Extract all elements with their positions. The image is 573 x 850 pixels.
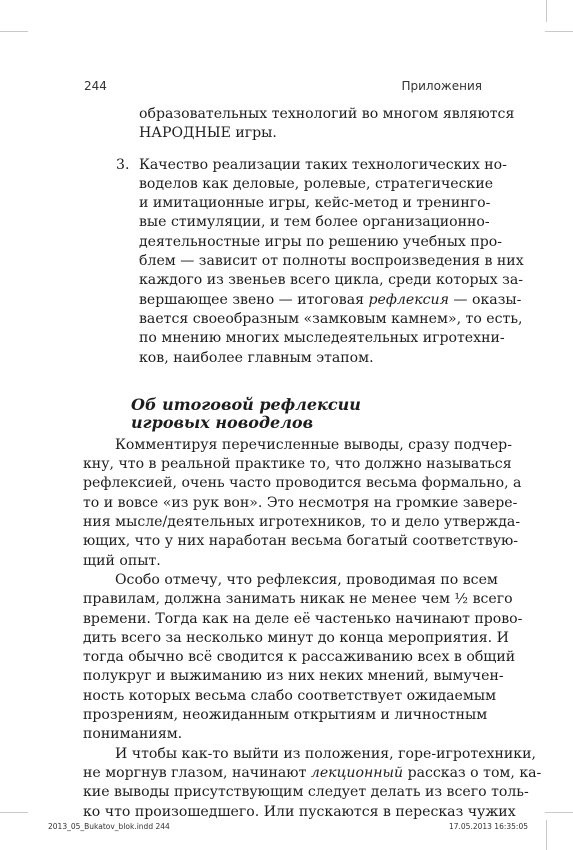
text-line: ющих, что у них наработан весьма богатый соответствую- <box>83 533 519 550</box>
text-line: полукруг и выжиманию из них неких мнений, вымучен- <box>83 668 504 685</box>
text-line: Особо отмечу, что рефлексия, проводимая по всем <box>115 571 498 588</box>
text-fragment: рассказ о том, ка- <box>403 764 542 781</box>
text-fragment: вершающее звено — итоговая <box>139 291 369 308</box>
text-line: блем — зависит от полноты воспроизведения в них <box>139 253 524 270</box>
print-slug <box>48 822 528 836</box>
text-fragment: — оказы- <box>448 291 522 308</box>
text-line: кну, что в реальной практике то, что должно называться <box>83 456 512 473</box>
heading-line: Об итоговой рефлексии <box>131 394 361 414</box>
running-header <box>84 79 482 97</box>
heading-line: игровых новоделов <box>131 412 314 432</box>
crop-mark-bottom-left <box>0 812 28 813</box>
page-number: 244 <box>84 79 107 93</box>
text-line: по мнению многих мыследеятельных игротехни- <box>139 330 505 347</box>
text-line: ния мысле/деятельных игротехников, то и дело утвержда- <box>83 514 521 531</box>
text-line: деятельностные игры по решению учебных про- <box>139 233 503 250</box>
text-line: вается своеобразным «замковым камнем», то есть, <box>139 310 523 327</box>
text-line: и имитационные игры, кейс-метод и тренинго- <box>139 195 491 212</box>
text-line: ков, наиболее главным этапом. <box>139 349 374 366</box>
text-line: И чтобы как-то выйти из положения, горе-игротехники, <box>115 745 536 762</box>
emphasis-term: рефлексия <box>368 291 449 308</box>
text-line: прозрениям, неожиданным открытиям и личностным <box>83 707 488 724</box>
emphasis-term: лекционный <box>310 764 404 781</box>
text-line: вые стимуляции, и тем более организационно- <box>139 214 490 231</box>
text-line: ность которых весьма слабо соответствует ожидаемым <box>83 687 497 704</box>
crop-mark-top-left <box>0 31 28 32</box>
text-line: кие выводы присутствующим следует делать из всего толь- <box>83 784 529 801</box>
text-line: воделов как деловые, ролевые, стратегические <box>139 175 494 192</box>
text-line-with-emphasis <box>83 764 542 783</box>
text-line: НАРОДНЫЕ игры. <box>139 125 277 142</box>
crop-mark-bottom-right <box>545 812 573 813</box>
file-name: 2013_05_Bukatov_blok.indd 244 <box>48 822 170 831</box>
text-line: правилам, должна занимать никак не менее чем ½ всего <box>83 591 513 608</box>
list-item-3 <box>83 156 507 175</box>
section-heading <box>83 396 482 432</box>
text-line: дить всего за несколько минут до конца мероприятия. И <box>83 629 509 646</box>
text-line: рефлексией, очень часто проводится весьма формально, а <box>83 475 522 492</box>
text-line: образовательных технологий во многом являются <box>139 106 515 122</box>
crop-mark-bottom-vertical <box>546 820 547 850</box>
text-line: Комментируя перечисленные выводы, сразу подчер- <box>115 436 512 453</box>
text-line-with-emphasis <box>83 291 522 310</box>
text-line: тогда обычно всё сводится к рассаживанию всех в общий <box>83 649 516 666</box>
text-line: времени. Тогда как на деле её частенько начинают прово- <box>83 610 523 627</box>
crop-mark-top-right <box>545 31 573 32</box>
print-datetime: 17.05.2013 16:35:05 <box>448 822 528 831</box>
text-line: ко что произошедшего. Или пускаются в пересказ чужих <box>83 803 516 820</box>
list-number: 3. <box>116 156 130 173</box>
section-title: Приложения <box>401 79 482 93</box>
text-line: щий опыт. <box>83 552 161 569</box>
page-body <box>83 105 542 822</box>
text-line: каждого из звеньев всего цикла, среди которых за- <box>139 272 524 289</box>
text-line: пониманиям. <box>83 726 183 743</box>
crop-mark-top-vertical <box>546 0 547 22</box>
text-fragment: не моргнув глазом, начинают <box>83 764 311 781</box>
text-line: Качество реализации таких технологических но- <box>139 156 507 173</box>
text-line: то и вовсе «из рук вон». Это несмотря на громкие завере- <box>83 494 518 511</box>
